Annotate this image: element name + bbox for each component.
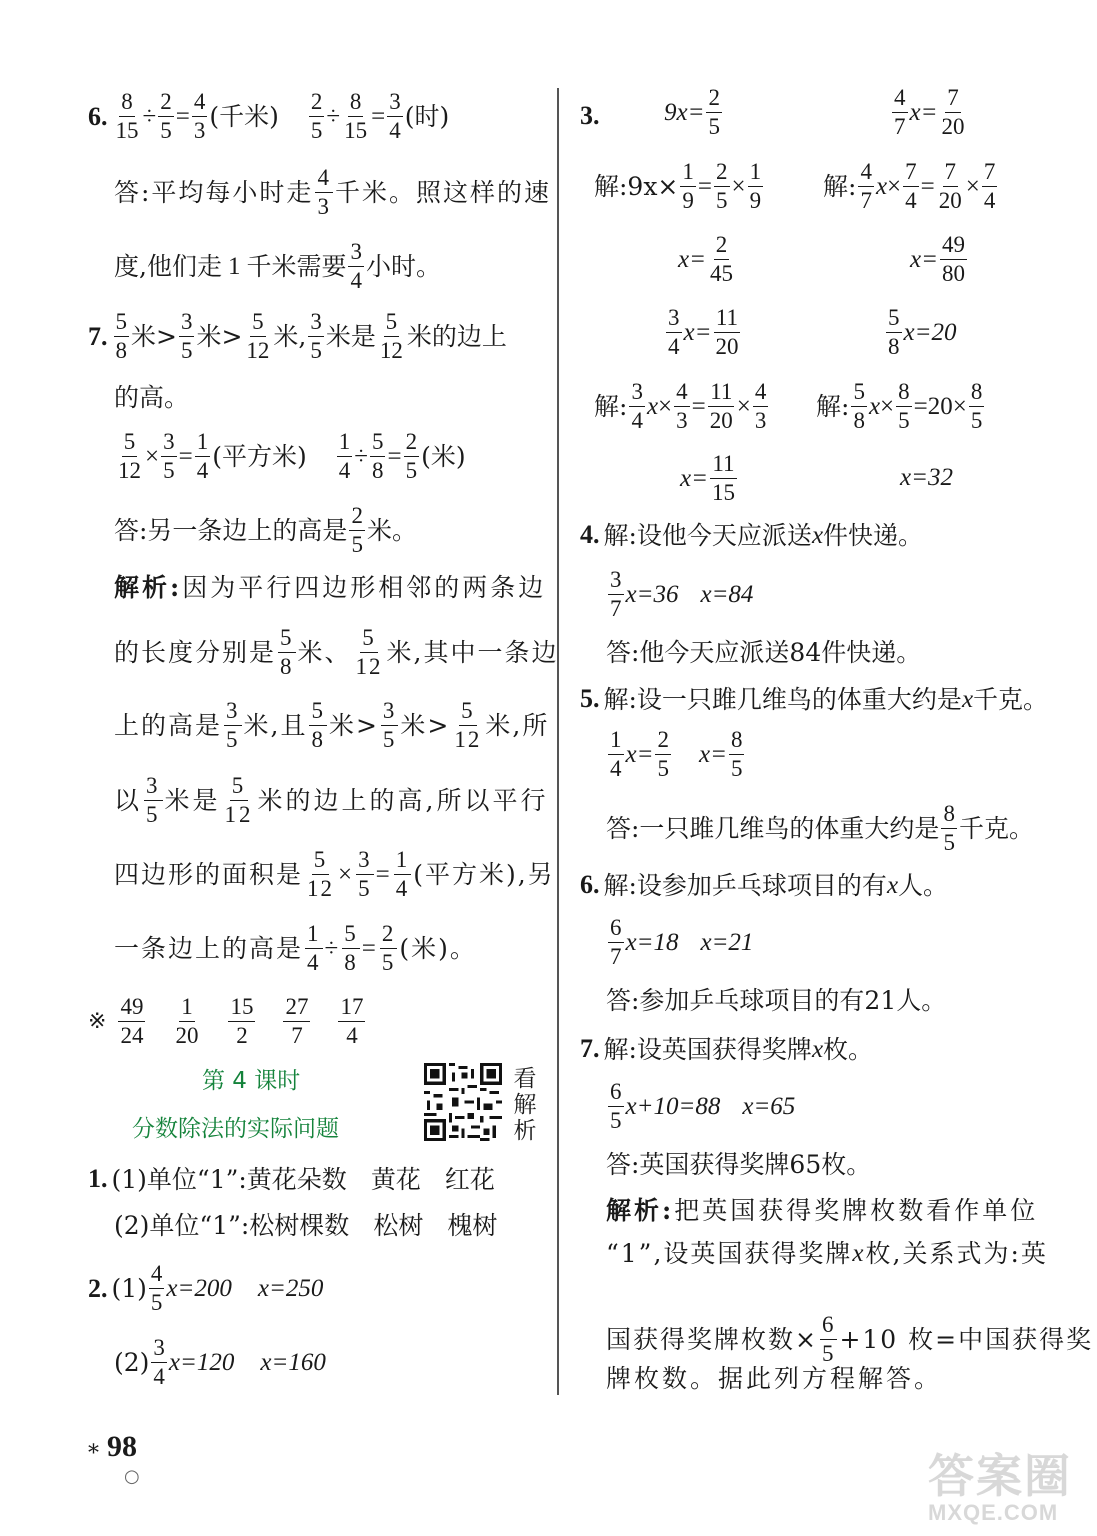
right-q4-line1: 4. 解:设他今天应派送 x 件快递。 bbox=[580, 520, 924, 550]
fraction: 3 4 bbox=[153, 1335, 165, 1390]
right-q7-eq: 6 5 x+10=88 x=65 bbox=[610, 1079, 796, 1134]
left-q6-answer1: 答:平均每小时走 4 3 千米。照这样的速 bbox=[114, 165, 551, 220]
fraction: 4 3 bbox=[317, 165, 331, 220]
fraction: 5 12 bbox=[246, 309, 270, 364]
left-q7-line2: 的高。 bbox=[114, 383, 190, 412]
star-answers bbox=[88, 995, 367, 1048]
fraction: 4 7 bbox=[894, 85, 906, 140]
fraction: $\frac{4}{3}$ bbox=[754, 379, 767, 434]
fraction: $\frac{2}{5}$ bbox=[716, 159, 728, 214]
right-q3-a-result: x= $\frac{2}{45}$ bbox=[678, 232, 733, 287]
right-q7-analysis1: 解析: 把英国获得奖牌枚数看作单位 bbox=[606, 1196, 1039, 1225]
fraction: 5 12 bbox=[454, 698, 482, 753]
right-q5-answer: 答:一只雎几维鸟的体重大约是 8 5 千克。 bbox=[606, 801, 1034, 856]
right-q3-c-result: x= $\frac{11}{15}$ bbox=[680, 451, 735, 506]
right-q7-answer: 答:英国获得奖牌65枚。 bbox=[606, 1150, 872, 1179]
left-q1-line2: (2)单位“1”:松树棵数 松树 槐树 bbox=[114, 1211, 498, 1240]
fraction: $\frac{7}{20}$ bbox=[938, 159, 962, 214]
left-q7-analysis2: 的长度分别是 5 8 米、 5 12 米,其中一条边 bbox=[114, 625, 559, 680]
right-q3-b-result: x= $\frac{49}{80}$ bbox=[910, 232, 965, 287]
fraction: $\frac{5}{12}$ bbox=[307, 847, 335, 902]
fraction: $\frac{1}{9}$ bbox=[682, 159, 694, 214]
page-footer bbox=[88, 1432, 137, 1462]
fraction: $\frac{5}{8}$ bbox=[371, 429, 384, 484]
right-q5-eq: 1 4 x= $\frac{2}{5}$ x= $\frac{8}{5}$ bbox=[610, 727, 743, 782]
right-q7-analysis2: “1”,设英国获得奖牌 x 枚,关系式为:英 bbox=[606, 1239, 1048, 1268]
footer-mark-icon: ⁎ bbox=[88, 1434, 99, 1459]
fraction: $\frac{3}{5}$ bbox=[358, 847, 372, 902]
fraction: 2 5 bbox=[351, 503, 363, 558]
left-q6-answer2: 度,他们走 1 千米需要 3 4 小时。 bbox=[114, 239, 441, 294]
fraction: $\frac{49}{80}$ bbox=[941, 232, 965, 287]
fraction: $\frac{3}{5}$ bbox=[163, 429, 175, 484]
fraction: $\frac{11}{20}$ bbox=[715, 305, 739, 360]
fraction: 5 12 bbox=[355, 625, 383, 680]
fraction: 5 12 bbox=[224, 773, 254, 828]
right-q3-d-eq: 5 8 x=20 bbox=[888, 305, 957, 360]
fraction: 17 4 bbox=[340, 994, 364, 1049]
fraction: $\frac{1}{4}$ bbox=[196, 429, 209, 484]
fraction: $\frac{11}{15}$ bbox=[711, 451, 735, 506]
fraction: $\frac{7}{4}$ bbox=[905, 159, 917, 214]
fraction: $\frac{6}{5}$ bbox=[821, 1312, 836, 1367]
fraction: $\frac{2}{45}$ bbox=[709, 232, 733, 287]
lesson-subtitle: 分数除法的实际问题 bbox=[132, 1116, 339, 1142]
fraction: 3 4 bbox=[350, 239, 362, 294]
right-q3-d-solve: 解: 5 8 x × $\frac{8}{5}$ =20× $\frac{8}{5}$ bbox=[816, 379, 983, 434]
left-q7-analysis6: 一条边上的高是 $\frac{1}{4}$ ÷ $\frac{5}{8}$ = $\frac{2}{5}$ (米)。 bbox=[114, 921, 477, 976]
left-q7-analysis1: 解析: 因为平行四边形相邻的两条边 bbox=[114, 573, 547, 602]
fraction: 1 4 bbox=[610, 727, 622, 782]
fraction: 3 4 bbox=[668, 305, 680, 360]
right-q3-num: 3. bbox=[580, 101, 600, 130]
fraction: $\frac{2}{5}$ bbox=[657, 727, 669, 782]
left-q2-line1: 2. (1) 4 5 x=200 x=250 bbox=[88, 1261, 324, 1316]
qr-code-icon[interactable] bbox=[423, 1063, 503, 1141]
fraction: 4 7 bbox=[860, 159, 872, 214]
left-q7-analysis4: 以 3 5 米是 5 12 米的边上的高,所以平行 bbox=[114, 773, 549, 828]
fraction: 5 8 bbox=[280, 625, 294, 680]
fraction: 6 5 bbox=[610, 1079, 622, 1134]
left-q6-line1: 6. $\frac{8}{15}$ ÷ $\frac{2}{5}$ = $\frac{4}{3}$ (千米) $\frac{2}{5}$ ÷ $\frac{8}{15}$ = $\frac{3}{4}$ (时) bbox=[88, 89, 450, 144]
fraction: $\frac{2}{5}$ bbox=[160, 89, 172, 144]
fraction: 6 7 bbox=[610, 915, 622, 970]
fraction: $\frac{4}{3}$ bbox=[676, 379, 688, 434]
left-q7-analysis5: 四边形的面积是 $\frac{5}{12}$ × $\frac{3}{5}$ = $\frac{1}{4}$ (平方米),另 bbox=[114, 847, 555, 902]
fraction: $\frac{2}{5}$ bbox=[310, 89, 323, 144]
fraction: $\frac{5}{12}$ bbox=[118, 429, 141, 484]
fraction: $\frac{3}{4}$ bbox=[389, 89, 401, 144]
fraction: 5 8 bbox=[853, 379, 865, 434]
fraction: $\frac{7}{20}$ bbox=[941, 85, 965, 140]
right-q3-b-solve: 解: 4 7 x × $\frac{7}{4}$ = $\frac{7}{20}$ × $\frac{7}{4}$ bbox=[823, 159, 996, 214]
fraction: 3 5 bbox=[382, 698, 397, 753]
fraction: 5 8 bbox=[311, 698, 325, 753]
left-q1-line1: 1. (1)单位“1”:黄花朵数 黄花 红花 bbox=[88, 1164, 495, 1194]
fraction: 27 7 bbox=[285, 994, 309, 1049]
fraction: 5 12 bbox=[379, 309, 403, 364]
fraction: 3 5 bbox=[180, 309, 193, 364]
right-q7-analysis3: 国获得奖牌枚数× $\frac{6}{5}$ +10 枚=中国获得奖 bbox=[606, 1312, 1094, 1367]
left-q7-calc: $\frac{5}{12}$ × $\frac{3}{5}$ = $\frac{1}{4}$ (平方米) $\frac{1}{4}$ ÷ $\frac{5}{8}$ = $\frac{2}{5}$ (米) bbox=[118, 429, 466, 484]
right-q4-eq: 3 7 x=36 x=84 bbox=[610, 567, 754, 622]
fraction: 49 24 bbox=[120, 994, 144, 1049]
fraction: 3 5 bbox=[226, 698, 240, 753]
fraction: $\frac{2}{5}$ bbox=[381, 921, 396, 976]
fraction: 1 20 bbox=[175, 994, 199, 1049]
left-q2-line2: (2) 3 4 x=120 x=160 bbox=[114, 1335, 326, 1390]
fraction: 15 2 bbox=[230, 994, 254, 1049]
fraction: 3 7 bbox=[610, 567, 622, 622]
right-q3-a-eq: 9x= $\frac{2}{5}$ bbox=[664, 85, 720, 140]
fraction: $\frac{1}{9}$ bbox=[749, 159, 762, 214]
fraction: 3 5 bbox=[146, 773, 161, 828]
fraction: $\frac{1}{4}$ bbox=[307, 921, 321, 976]
fraction: 3 5 bbox=[310, 309, 322, 364]
right-q7-analysis4: 牌枚数。据此列方程解答。 bbox=[606, 1364, 943, 1393]
page-number: 98 bbox=[107, 1430, 137, 1463]
watermark: 答案圈 MXQE.COM bbox=[928, 1450, 1072, 1525]
left-q7-line1: 7. 5 8 米> 3 5 米> 5 12 米, 3 5 米是 5 12 米的边上 bbox=[88, 309, 507, 364]
right-q6-line1: 6. 解:设参加乒乓球项目的有 x 人。 bbox=[580, 870, 949, 900]
fraction: $\frac{8}{15}$ bbox=[344, 89, 368, 144]
fraction: $\frac{11}{20}$ bbox=[709, 379, 733, 434]
fraction: 5 8 bbox=[888, 305, 900, 360]
right-q6-eq: 6 7 x=18 x=21 bbox=[610, 915, 754, 970]
right-q5-line1: 5. 解:设一只雎几维鸟的体重大约是 x 千克。 bbox=[580, 684, 1049, 714]
left-q7-analysis3: 上的高是 3 5 米,且 5 8 米> 3 5 米> 5 12 米,所 bbox=[114, 698, 550, 753]
right-q7-line1: 7. 解:设英国获得奖牌 x 枚。 bbox=[580, 1034, 874, 1064]
fraction: $\frac{8}{15}$ bbox=[115, 89, 139, 144]
fraction: 8 5 bbox=[943, 801, 955, 856]
fraction: 4 5 bbox=[150, 1261, 163, 1316]
right-q3-a-solve: 解:9x× $\frac{1}{9}$ = $\frac{2}{5}$ × $\frac{1}{9}$ bbox=[594, 159, 762, 214]
right-q3-c-eq: 3 4 x= $\frac{11}{20}$ bbox=[668, 305, 739, 360]
reference-mark-icon: ※ bbox=[88, 1008, 107, 1034]
right-q3-c-solve: 解: 3 4 x × $\frac{4}{3}$ = $\frac{11}{20}$ × $\frac{4}{3}$ bbox=[594, 379, 767, 434]
column-divider bbox=[557, 88, 559, 1395]
fraction: 5 8 bbox=[115, 309, 127, 364]
fraction: $\frac{5}{8}$ bbox=[344, 921, 358, 976]
fraction: $\frac{4}{3}$ bbox=[193, 89, 206, 144]
fraction: $\frac{8}{5}$ bbox=[970, 379, 983, 434]
right-q3-b-eq: 4 7 x= $\frac{7}{20}$ bbox=[894, 85, 965, 140]
footer-circle-icon: ○ bbox=[124, 1466, 140, 1487]
fraction: $\frac{8}{5}$ bbox=[730, 727, 743, 782]
fraction: $\frac{7}{4}$ bbox=[983, 159, 996, 214]
lesson-title: 第 4 课时 bbox=[202, 1068, 301, 1094]
fraction: 3 4 bbox=[631, 379, 643, 434]
right-q6-answer: 答:参加乒乓球项目的有21人。 bbox=[606, 986, 947, 1015]
fraction: $\frac{8}{5}$ bbox=[898, 379, 910, 434]
fraction: $\frac{1}{4}$ bbox=[338, 429, 351, 484]
left-q7-answer: 答:另一条边上的高是 2 5 米。 bbox=[114, 503, 417, 558]
fraction: $\frac{1}{4}$ bbox=[395, 847, 410, 902]
fraction: $\frac{2}{5}$ bbox=[708, 85, 720, 140]
qr-caption: 看 解 析 bbox=[513, 1066, 537, 1144]
fraction: $\frac{2}{5}$ bbox=[405, 429, 418, 484]
right-q3-d-result: x=32 bbox=[900, 464, 953, 491]
right-q4-answer: 答:他今天应派送84件快递。 bbox=[606, 638, 922, 667]
